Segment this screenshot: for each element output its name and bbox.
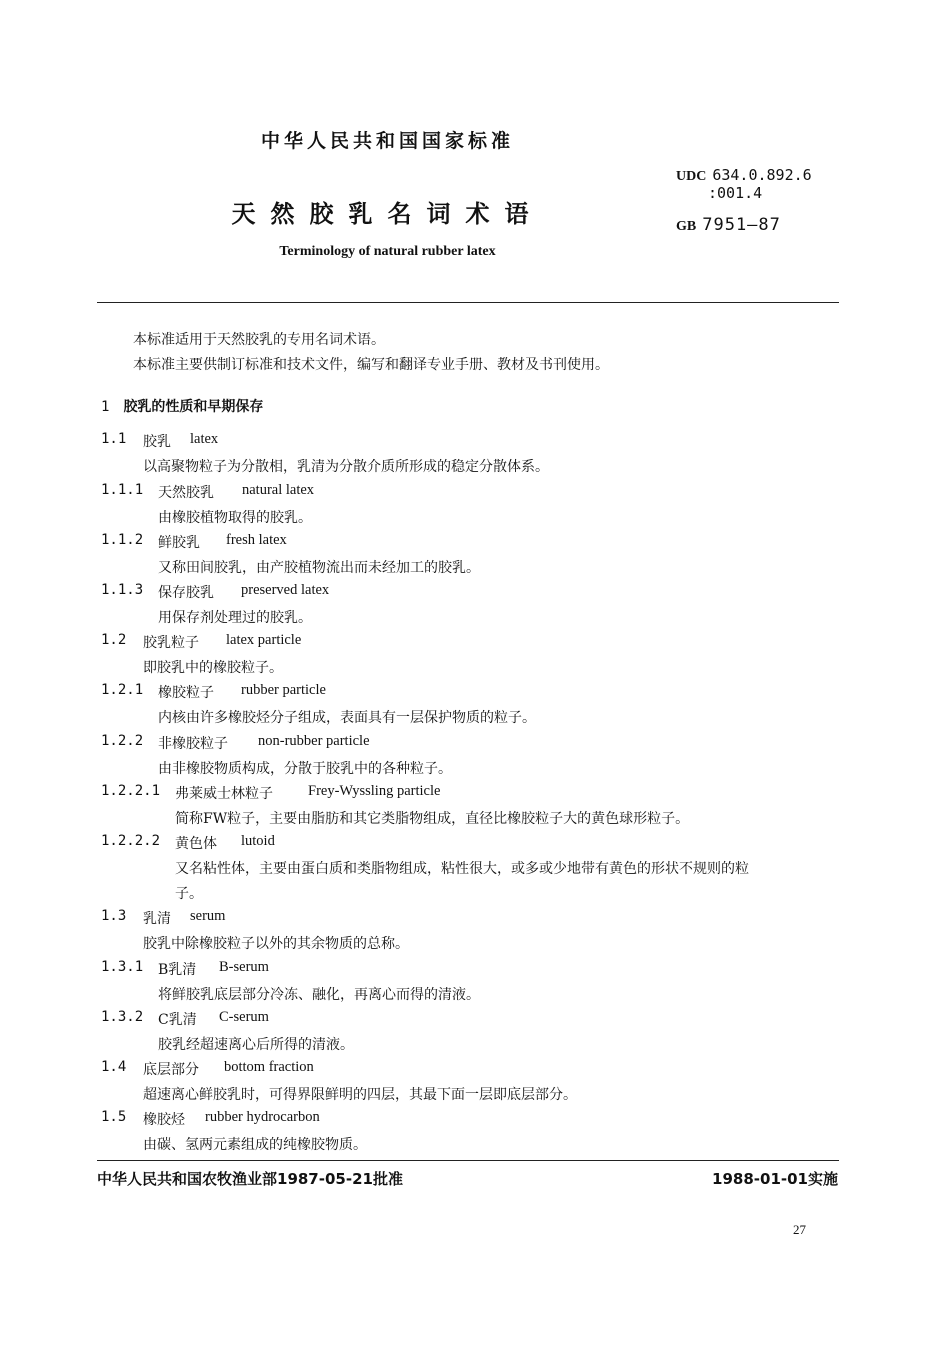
term-chinese: B乳清 [158, 962, 197, 978]
term-english: Frey-Wyssling particle [308, 783, 441, 799]
header-divider [97, 302, 839, 303]
term-chinese: 胶乳粒子 [143, 635, 199, 651]
term-english: latex [190, 431, 219, 447]
term-chinese: 保存胶乳 [158, 585, 214, 601]
term-definition: 以高聚物粒子为分散相，乳清为分散介质所形成的稳定分散体系。 [143, 459, 549, 475]
udc-code [676, 166, 812, 185]
udc-value: 634.0.892.6 [712, 166, 812, 184]
term-english: latex particle [226, 632, 302, 648]
term-number: 1.3.2 [101, 1009, 144, 1025]
gb-value: 7951—87 [702, 215, 781, 235]
term-number: 1.3.1 [101, 959, 144, 975]
section-heading [101, 396, 263, 416]
term-definition: 又名粘性体，主要由蛋白质和类脂物组成，粘性很大，或多或少地带有黄色的形状不规则的粒 [175, 861, 749, 877]
term-english: fresh latex [226, 532, 287, 548]
term-english: C-serum [219, 1009, 269, 1025]
term-chinese: 弗莱威士林粒子 [175, 786, 273, 802]
implementation-date: 1988-01-01实施 [712, 1170, 838, 1188]
term-definition: 由橡胶植物取得的胶乳。 [158, 510, 312, 526]
term-number: 1.1 [101, 431, 127, 447]
gb-label: GB [676, 219, 697, 234]
term-chinese: 胶乳 [143, 434, 171, 450]
intro-line-1: 本标准适用于天然胶乳的专用名词术语。 [133, 332, 385, 348]
term-number: 1.1.3 [101, 582, 144, 598]
term-number: 1.3 [101, 908, 127, 924]
term-chinese: 黄色体 [175, 836, 217, 852]
term-chinese: 非橡胶粒子 [158, 736, 228, 752]
term-definition: 内核由许多橡胶烃分子组成，表面具有一层保护物质的粒子。 [158, 710, 536, 726]
term-english: lutoid [241, 833, 275, 849]
term-chinese: 乳清 [143, 911, 171, 927]
term-english: rubber particle [241, 682, 326, 698]
term-number: 1.4 [101, 1059, 127, 1075]
term-number: 1.2 [101, 632, 127, 648]
term-english: serum [190, 908, 226, 924]
term-english: preserved latex [241, 582, 330, 598]
udc-value-2: :001.4 [708, 184, 763, 202]
term-definition: 子。 [175, 886, 203, 902]
term-definition: 用保存剂处理过的胶乳。 [158, 610, 312, 626]
term-english: B-serum [219, 959, 269, 975]
term-definition: 胶乳中除橡胶粒子以外的其余物质的总称。 [143, 936, 409, 952]
term-definition: 将鲜胶乳底层部分冷冻、融化，再离心而得的清液。 [158, 987, 480, 1003]
term-chinese: 底层部分 [143, 1062, 199, 1078]
term-definition: 由非橡胶物质构成，分散于胶乳中的各种粒子。 [158, 761, 452, 777]
term-definition: 又称田间胶乳，由产胶植物流出而未经加工的胶乳。 [158, 560, 480, 576]
udc-label: UDC [676, 169, 707, 184]
document-title-english: Terminology of natural rubber latex [279, 244, 496, 259]
term-number: 1.2.1 [101, 682, 144, 698]
term-number: 1.2.2.1 [101, 783, 161, 799]
term-definition: 即胶乳中的橡胶粒子。 [143, 660, 283, 676]
section-title: 胶乳的性质和早期保存 [123, 399, 264, 415]
section-number: 1 [101, 399, 110, 415]
term-chinese: 鲜胶乳 [158, 535, 200, 551]
term-number: 1.1.1 [101, 482, 144, 498]
term-definition: 由碳、氢两元素组成的纯橡胶物质。 [143, 1137, 367, 1153]
term-english: bottom fraction [224, 1059, 314, 1075]
term-definition: 简称FW粒子，主要由脂肪和其它类脂物组成，直径比橡胶粒子大的黄色球形粒子。 [175, 811, 690, 827]
term-definition: 胶乳经超速离心后所得的清液。 [158, 1037, 354, 1053]
term-chinese: C乳清 [158, 1012, 197, 1028]
term-number: 1.2.2.2 [101, 833, 161, 849]
term-number: 1.1.2 [101, 532, 144, 548]
term-number: 1.2.2 [101, 733, 144, 749]
document-title: 天然胶乳名词术语 [231, 200, 544, 228]
term-english: natural latex [242, 482, 315, 498]
term-english: rubber hydrocarbon [205, 1109, 320, 1125]
term-chinese: 橡胶粒子 [158, 685, 214, 701]
term-english: non-rubber particle [258, 733, 370, 749]
footer-divider [97, 1160, 839, 1161]
gb-code [676, 215, 781, 235]
term-number: 1.5 [101, 1109, 127, 1125]
standard-title: 中华人民共和国国家标准 [260, 130, 514, 152]
page-number: 27 [793, 1222, 806, 1237]
intro-line-2: 本标准主要供制订标准和技术文件，编写和翻译专业手册、教材及书刊使用。 [133, 357, 609, 373]
approval-line: 中华人民共和国农牧渔业部1987-05-21批准 [97, 1170, 403, 1188]
udc-code-continued [708, 184, 762, 203]
term-definition: 超速离心鲜胶乳时，可得界限鲜明的四层，其最下面一层即底层部分。 [143, 1087, 577, 1103]
term-chinese: 橡胶烃 [143, 1112, 185, 1128]
term-chinese: 天然胶乳 [158, 485, 214, 501]
